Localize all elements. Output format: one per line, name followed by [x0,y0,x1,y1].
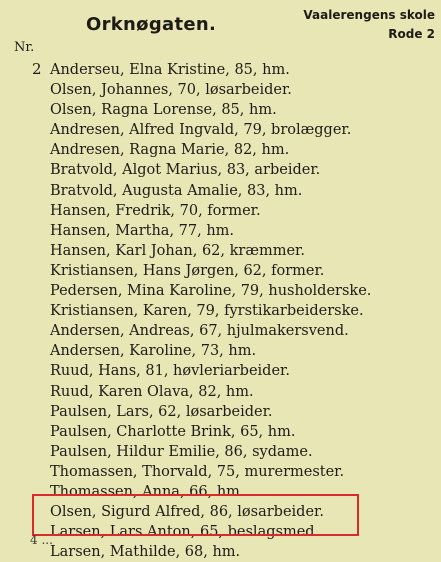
resident-entry: Olsen, Sigurd Alfred, 86, løsarbeider. [50,504,324,521]
resident-entry: Thomassen, Thorvald, 75, murermester. [50,463,345,480]
resident-entry: Hansen, Karl Johan, 62, kræmmer. [50,242,305,259]
school-rode-label [303,6,435,44]
rode-number: Rode 2 [388,27,435,41]
resident-entry: Hansen, Fredrik, 70, former. [50,202,261,219]
resident-entry: Paulsen, Charlotte Brink, 65, hm. [50,423,296,440]
resident-entry: Andersen, Andreas, 67, hjulmakersvend. [50,323,349,340]
resident-entry: Thomassen, Anna, 66, hm. [50,483,245,500]
resident-entry: Kristiansen, Karen, 79, fyrstikarbeiderske. [50,303,364,320]
resident-entry: Bratvold, Algot Marius, 83, arbeider. [50,162,321,179]
resident-entry: Anderseu, Elna Kristine, 85, hm. [50,62,290,78]
cut-off-next-line: 4 ... [30,533,53,547]
resident-entry: Bratvold, Augusta Amalie, 83, hm. [50,182,303,199]
resident-entry: Olsen, Johannes, 70, løsarbeider. [50,82,292,99]
resident-entry: Kristiansen, Hans Jørgen, 62, former. [50,262,325,279]
resident-entry-highlighted: Larsen, Lars Anton, 65, beslagsmed. [50,524,320,541]
resident-entry: Paulsen, Hildur Emilie, 86, sydame. [50,443,313,460]
street-heading: Orknøgaten. [86,14,217,35]
house-number: 2 [32,60,42,78]
resident-entry: Hansen, Martha, 77, hm. [50,222,235,239]
highlight-box [32,494,359,536]
resident-entry: Andresen, Ragna Marie, 82, hm. [50,142,290,159]
resident-list [50,60,371,562]
resident-entry: Pedersen, Mina Karoline, 79, husholderske. [50,283,372,300]
resident-entry-highlighted: Larsen, Mathilde, 68, hm. [50,544,241,561]
resident-entry: Ruud, Hans, 81, høvleriarbeider. [50,363,290,380]
resident-entry: Ruud, Karen Olava, 82, hm. [50,383,254,400]
number-column-header: Nr. [14,40,35,55]
school-name: Vaalerengens skole [303,8,435,22]
resident-entry: Andresen, Alfred Ingvald, 79, brolægger. [50,122,352,139]
resident-entry: Andersen, Karoline, 73, hm. [50,343,257,360]
resident-entry: Olsen, Ragna Lorense, 85, hm. [50,102,277,119]
resident-entry: Paulsen, Lars, 62, løsarbeider. [50,403,273,420]
